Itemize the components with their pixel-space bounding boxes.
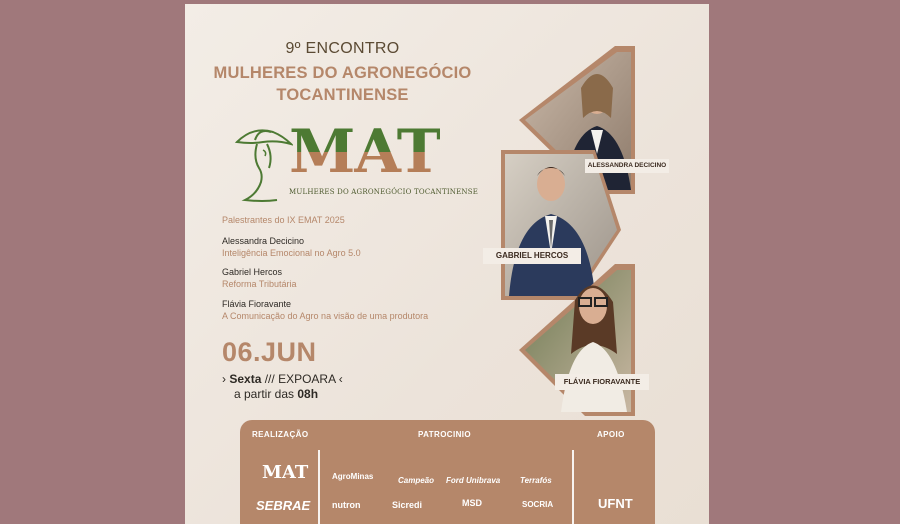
divider (572, 450, 574, 524)
chevron-left-icon: ‹ (338, 372, 343, 386)
edition-heading: 9º ENCONTRO (285, 40, 400, 57)
talk-item (222, 299, 492, 321)
talk-topic: Inteligência Emocional no Agro 5.0 (222, 248, 361, 258)
patrocinio-label: PATROCINIO (418, 430, 472, 439)
mat-logo (223, 116, 479, 206)
mat-sponsor-logo: MAT (262, 462, 309, 483)
ufnt-logo: UFNT (598, 496, 633, 511)
talk-item (222, 267, 492, 289)
sebrae-logo: SEBRAE (256, 498, 311, 513)
talk-item (222, 236, 492, 258)
event-time (234, 387, 318, 401)
time-prefix: a partir das (234, 387, 295, 401)
cowgirl-icon (233, 120, 293, 206)
event-weekday: Sexta (229, 372, 262, 386)
event-poster (185, 4, 709, 524)
sponsors-panel (240, 420, 655, 524)
speakers-section-label: Palestrantes do IX EMAT 2025 (222, 215, 345, 225)
divider (318, 450, 320, 524)
ford-unibrava-logo: Ford Unibrava (446, 476, 501, 485)
speaker-label-alessandra: ALESSANDRA DECICINO (585, 159, 669, 173)
speaker-name: Alessandra Decicino (222, 236, 305, 246)
speaker-label-gabriel: GABRIEL HERCOS (483, 248, 581, 264)
mat-logo-subtitle: MULHERES DO AGRONEGÓCIO TOCANTINENSE (289, 188, 479, 196)
speaker-name: Flávia Fioravante (222, 299, 292, 309)
apoio-label: APOIO (597, 430, 625, 439)
agrominas-logo: AgroMinas (332, 472, 374, 481)
event-date: 06.JUN (222, 337, 317, 367)
talk-topic: A Comunicação do Agro na visão de uma produtora (222, 311, 429, 321)
terrafos-logo: Terrafós (520, 476, 552, 485)
event-title-line-1: MULHERES DO AGRONEGÓCIO (213, 64, 472, 82)
event-venue (222, 372, 343, 386)
venue-name: EXPOARA (278, 372, 336, 386)
speaker-label-flavia: FLÁVIA FIORAVANTE (555, 374, 649, 390)
campeao-logo: Campeão (398, 476, 435, 485)
speaker-photos (495, 44, 709, 424)
time-value: 08h (297, 387, 319, 401)
socria-logo: SOCRIA (522, 500, 554, 509)
chevron-right-icon: › (222, 372, 226, 386)
nutron-logo: nutron (332, 500, 361, 510)
venue-separator: /// (264, 372, 275, 386)
event-title-line-2: TOCANTINENSE (276, 86, 409, 104)
mat-logo-word: MAT (289, 117, 441, 187)
talk-topic: Reforma Tributária (222, 279, 297, 289)
msd-logo: MSD (462, 498, 482, 508)
sicredi-logo: Sicredi (392, 500, 423, 510)
realizacao-label: REALIZAÇÃO (252, 430, 309, 439)
speaker-name: Gabriel Hercos (222, 267, 283, 277)
